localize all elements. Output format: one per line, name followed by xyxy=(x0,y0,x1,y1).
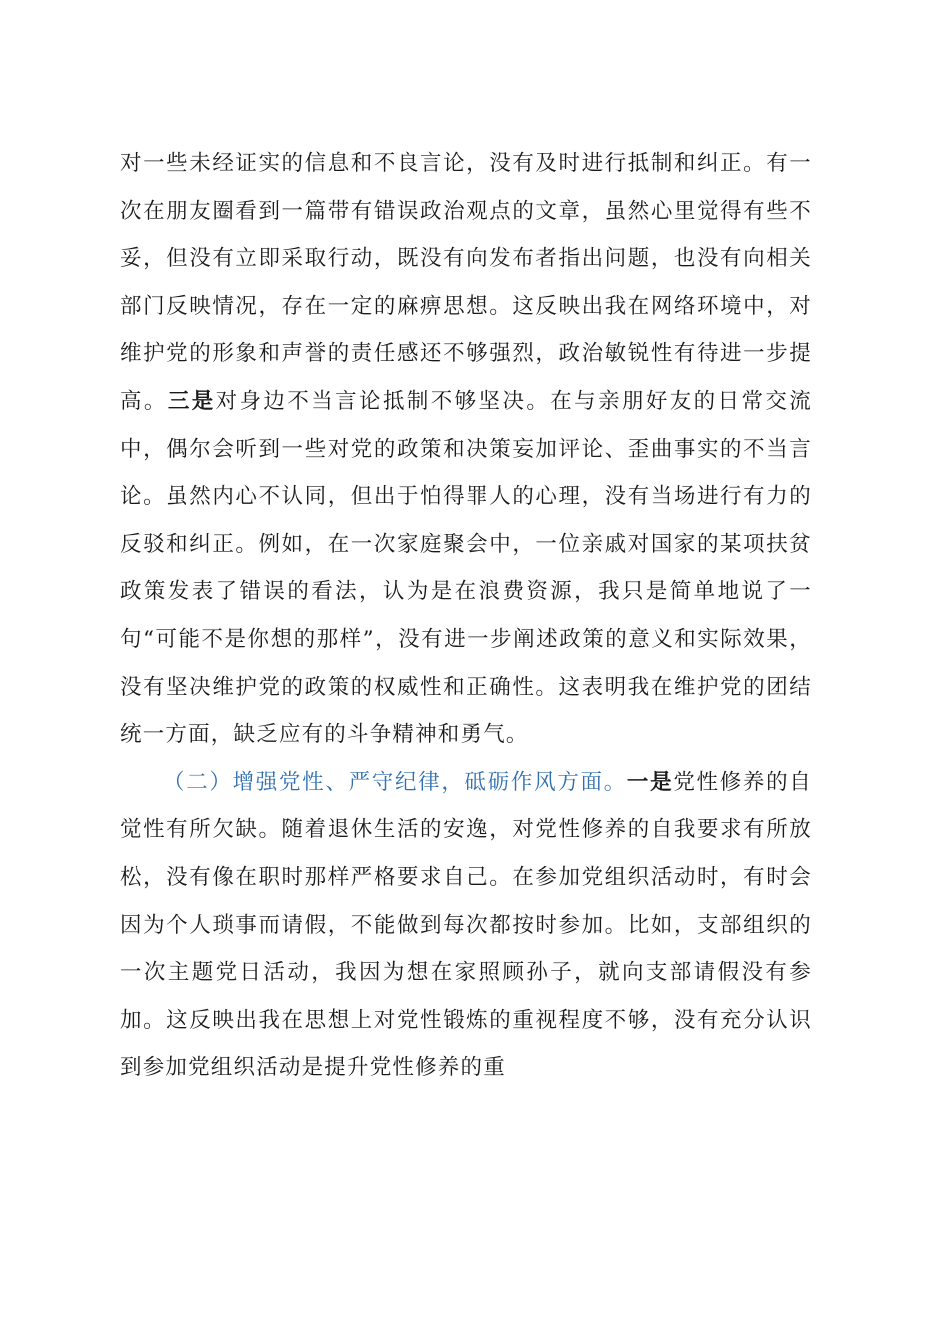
section-heading: （二）增强党性、严守纪律，砥砺作风方面。 xyxy=(163,769,627,795)
bold-keyword: 一是 xyxy=(626,769,674,795)
bold-keyword: 三是 xyxy=(167,388,216,414)
paragraph-text: 党性修养的自觉性有所欠缺。随着退休生活的安逸，对党性修养的自我要求有所放松，没有像在职时那样严格要求自己。在参加党组织活动时，有时会因为个人琐事而请假，不能做到每次都按时参加。比如，支部组织的一次主题党日活动，我因为想在家照顾孙子，就向支部请假没有参加。这反映出我在思想上对党性锻炼的重视程度不够，没有充分认识到参加党组织活动是提升党性修养的重 xyxy=(120,769,813,1081)
document-page xyxy=(120,140,812,1092)
paragraph-text: 对一些未经证实的信息和不良言论，没有及时进行抵制和纠正。有一次在朋友圈看到一篇带有错误政治观点的文章，虽然心里觉得有些不妥，但没有立即采取行动，既没有向发布者指出问题，也没有向相关部门反映情况，存在一定的麻痹思想。这反映出我在网络环境中，对维护党的形象和声誉的责任感还不够强烈，政治敏锐性有待进一步提高。 xyxy=(120,151,812,414)
section-paragraph xyxy=(120,759,812,1092)
paragraph-text: 对身边不当言论抵制不够坚决。在与亲朋好友的日常交流中，偶尔会听到一些对党的政策和决策妄加评论、歪曲事实的不当言论。虽然内心不认同，但出于怕得罪人的心理，没有当场进行有力的反驳和纠正。例如，在一次家庭聚会中，一位亲戚对国家的某项扶贫政策发表了错误的看法，认为是在浪费资源，我只是简单地说了一句“可能不是你想的那样”，没有进一步阐述政策的意义和实际效果，没有坚决维护党的政策的权威性和正确性。这表明我在维护党的团结统一方面，缺乏应有的斗争精神和勇气。 xyxy=(120,388,812,748)
paragraph-continued xyxy=(120,140,812,759)
